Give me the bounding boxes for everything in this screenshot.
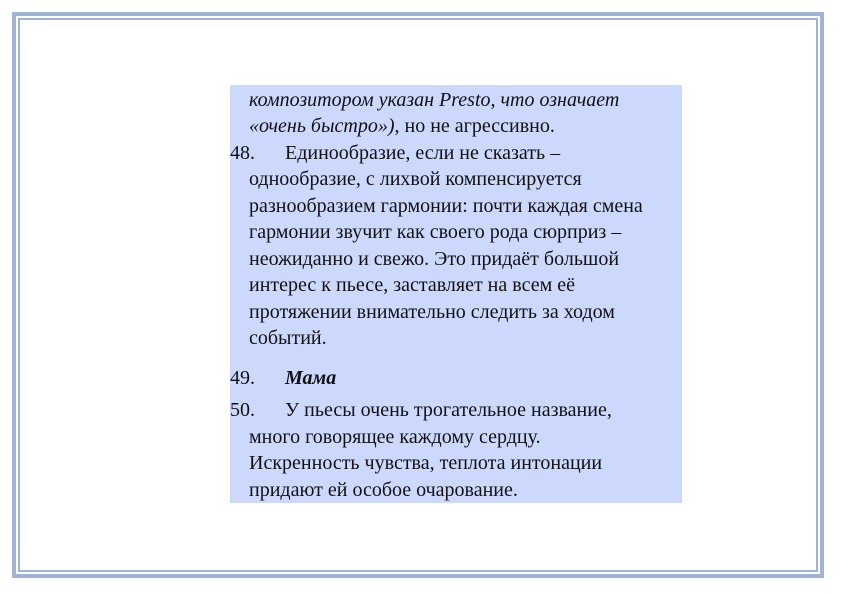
text-line: Единообразие, если не сказать – — [285, 142, 561, 164]
italic-text: композитором указан Presto, что означает — [249, 89, 620, 111]
text-line: событий. — [249, 327, 327, 349]
text-line — [249, 87, 619, 114]
text-line: придают ей особое очарование. — [249, 479, 518, 501]
item-number: 50. — [230, 399, 255, 421]
bold-italic-title: Мама — [285, 367, 337, 389]
text-line — [249, 113, 555, 140]
item-title — [285, 365, 336, 392]
text-line: интерес к пьесе, заставляет на всем её — [249, 274, 575, 296]
text-line: гармонии звучит как своего рода сюрприз – — [249, 221, 622, 243]
text-line: Искренность чувства, теплота интонации — [249, 452, 603, 474]
text-box — [230, 85, 682, 503]
item-number: 48. — [230, 142, 255, 164]
text-line: У пьесы очень трогательное название, — [285, 399, 612, 421]
text-line: неожиданно и свежо. Это придаёт большой — [249, 248, 620, 270]
text-line: однообразие, с лихвой компенсируется — [249, 168, 582, 190]
text-line: протяжении внимательно следить за ходом — [249, 301, 615, 323]
text-line: много говорящее каждому сердцу. — [249, 426, 541, 448]
italic-text: «очень быстро») — [249, 115, 395, 137]
text-line: разнообразием гармонии: почти каждая смена — [249, 195, 643, 217]
text: , но не агрессивно. — [394, 115, 555, 137]
item-number: 49. — [230, 367, 255, 389]
